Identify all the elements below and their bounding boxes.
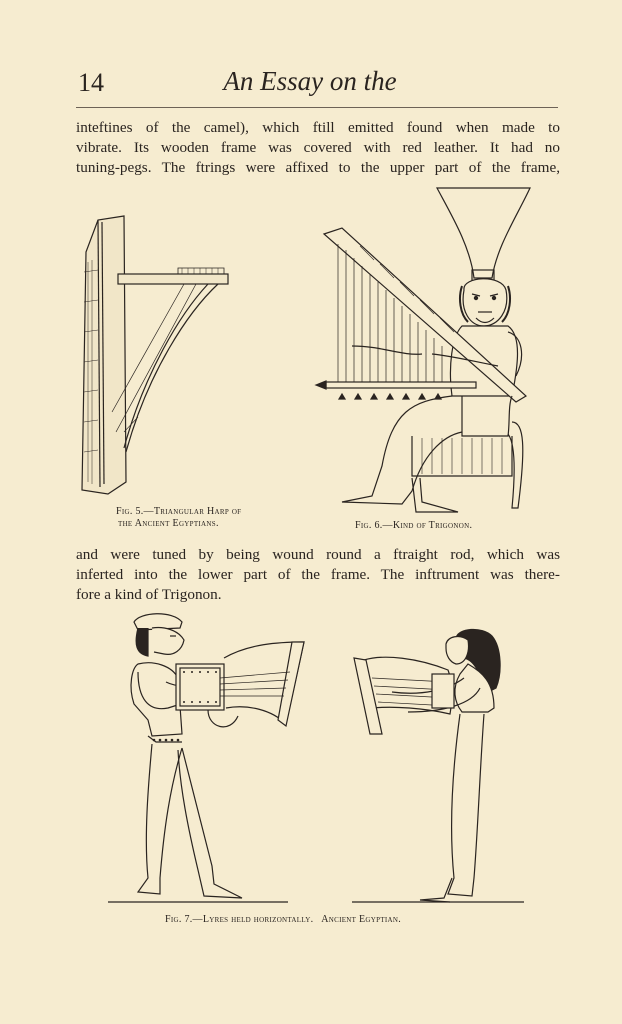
text-line: fore a kind of Trigonon. — [76, 586, 222, 603]
fig5-caption — [116, 506, 241, 530]
header-rule — [76, 107, 558, 108]
lyre-players-illustration — [108, 608, 526, 906]
triangular-harp-illustration — [78, 212, 238, 497]
trigonon-player-illustration — [312, 186, 537, 516]
page-number: 14 — [78, 68, 104, 97]
fig5-caption-line2: the Ancient Egyptians. — [118, 518, 219, 529]
running-title: An Essay on the — [223, 66, 397, 96]
paragraph-top — [76, 118, 560, 178]
text-line: inferted into the lower part of the frame. The inftrument was there- — [76, 566, 560, 583]
paragraph-middle — [76, 545, 560, 605]
text-line: inteftines of the camel), which ftill emitted found when made to — [76, 119, 560, 136]
text-line: tuning-pegs. The ftrings were affixed to the upper part of the frame, — [76, 159, 560, 176]
fig7-caption: Fig. 7.—Lyres held horizontally. Ancient Egyptian. — [165, 914, 402, 925]
fig6-caption: Fig. 6.—Kind of Trigonon. — [355, 520, 473, 531]
fig5-caption-line1: Fig. 5.—Triangular Harp of — [116, 506, 242, 517]
text-line: and were tuned by being wound round a ftraight rod, which was — [76, 546, 560, 563]
text-line: vibrate. Its wooden frame was covered with red leather. It had no — [76, 139, 560, 156]
